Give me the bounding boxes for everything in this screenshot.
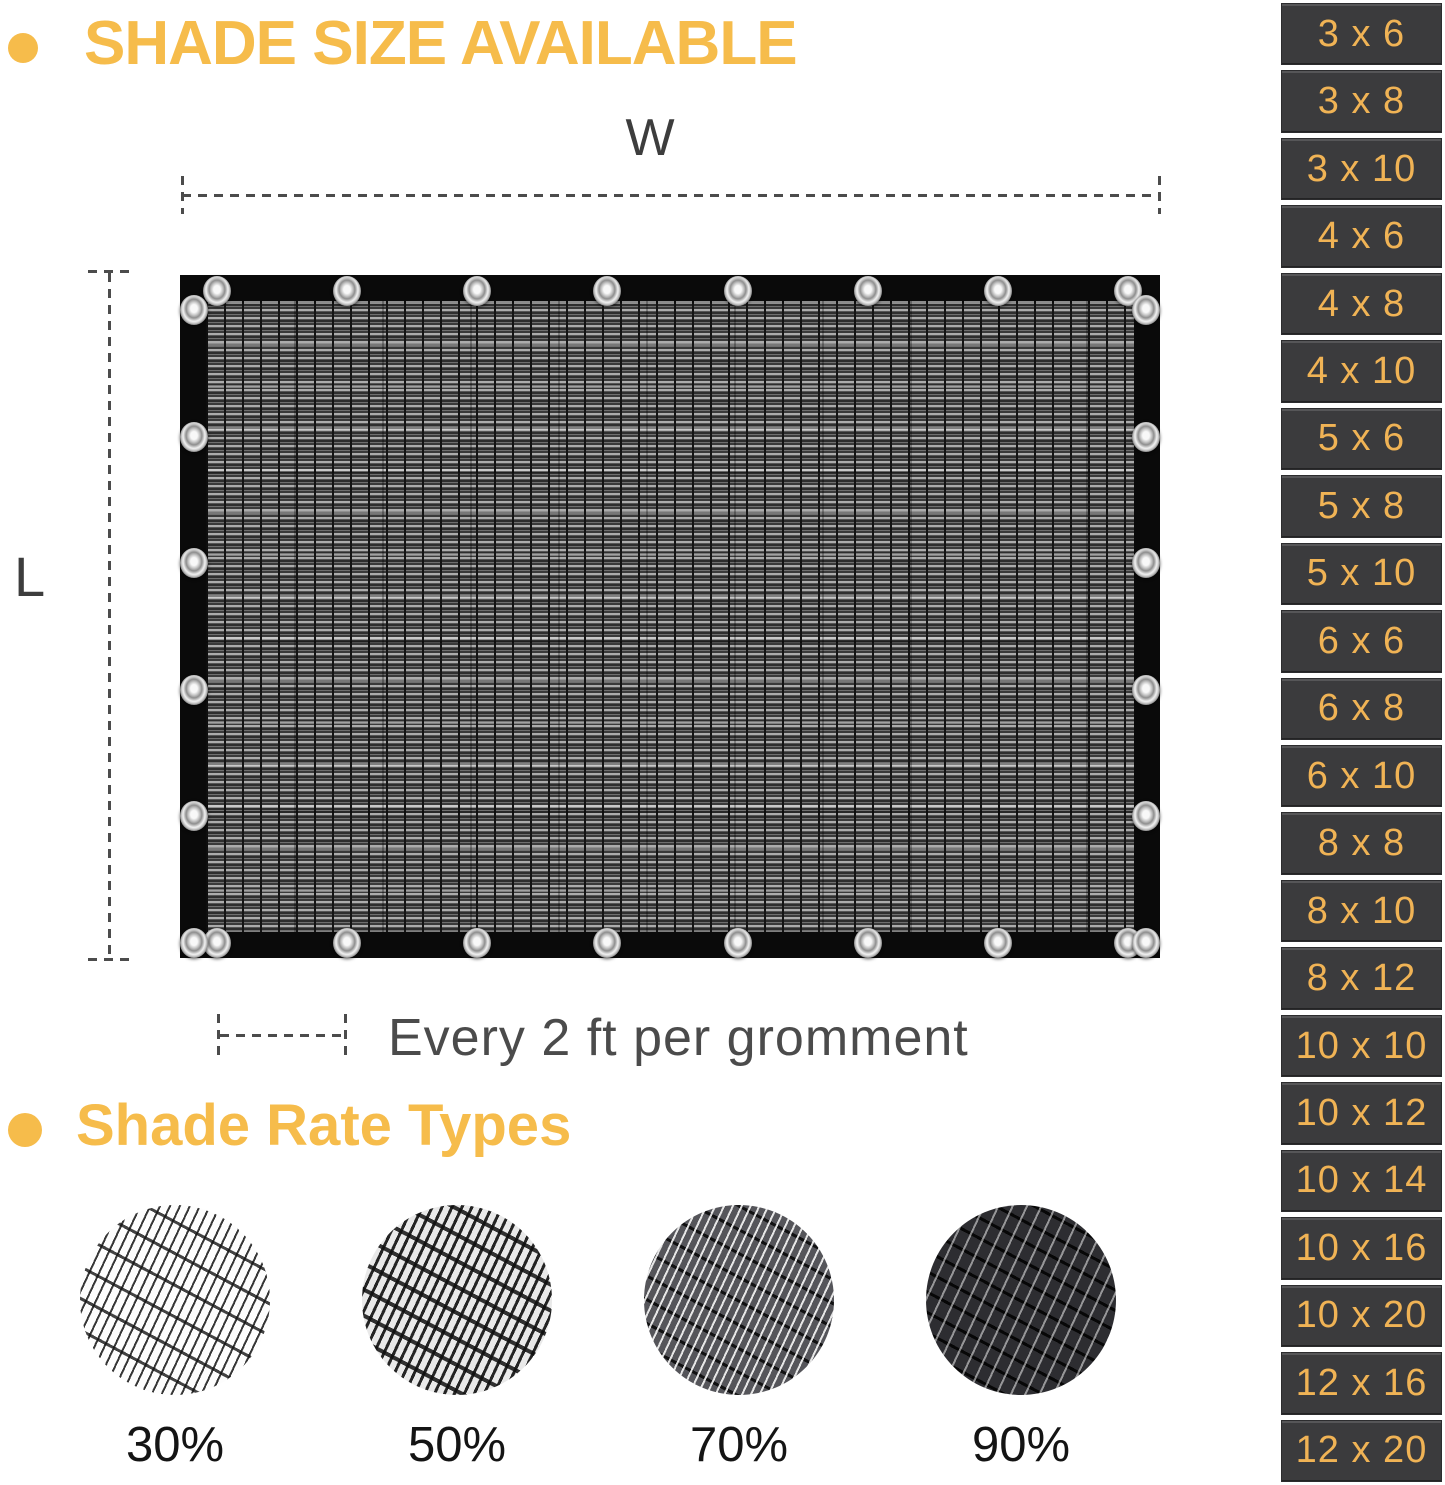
mesh-swatch-icon bbox=[362, 1205, 552, 1395]
size-available-title: SHADE SIZE AVAILABLE bbox=[84, 9, 797, 78]
length-dimension-line bbox=[108, 273, 111, 961]
dimension-tick-icon bbox=[181, 176, 184, 214]
bullet-icon bbox=[8, 1113, 42, 1147]
grommet-icon bbox=[180, 928, 208, 958]
size-chip: 10 x 16 bbox=[1281, 1217, 1442, 1279]
grommet-icon bbox=[1132, 295, 1160, 325]
shade-rate-sample bbox=[926, 1205, 1116, 1473]
size-chip: 3 x 10 bbox=[1281, 138, 1442, 200]
shade-rate-label: 70% bbox=[689, 1418, 789, 1472]
dimension-tick-icon bbox=[1158, 176, 1161, 214]
grommet-icon bbox=[180, 548, 208, 578]
size-chip: 5 x 8 bbox=[1281, 475, 1442, 537]
grommet-icon bbox=[854, 928, 882, 958]
grommet-icon bbox=[180, 422, 208, 452]
grommet-icon bbox=[180, 295, 208, 325]
grommet-icon bbox=[203, 276, 231, 306]
dimension-tick-icon bbox=[217, 1014, 220, 1056]
shade-rate-label: 90% bbox=[971, 1418, 1071, 1472]
size-chip: 8 x 8 bbox=[1281, 812, 1442, 874]
grommet-icon bbox=[854, 276, 882, 306]
grommet-icon bbox=[1132, 928, 1160, 958]
length-dimension-label: L bbox=[14, 545, 46, 608]
shade-net-mesh bbox=[206, 301, 1134, 932]
grommet-icon bbox=[463, 928, 491, 958]
bullet-icon bbox=[8, 33, 38, 63]
grommet-icon bbox=[984, 276, 1012, 306]
mesh-swatch-icon bbox=[926, 1205, 1116, 1395]
size-chip: 6 x 8 bbox=[1281, 678, 1442, 740]
width-dimension-line bbox=[182, 194, 1160, 197]
shade-rate-sample bbox=[644, 1205, 834, 1473]
size-chip: 10 x 12 bbox=[1281, 1082, 1442, 1144]
size-chip: 3 x 6 bbox=[1281, 3, 1442, 65]
grommet-icon bbox=[724, 276, 752, 306]
grommet-icon bbox=[1132, 675, 1160, 705]
size-chip: 12 x 16 bbox=[1281, 1352, 1442, 1414]
dimension-tick-icon bbox=[88, 270, 132, 273]
grommet-icon bbox=[1132, 548, 1160, 578]
shade-rate-label: 50% bbox=[407, 1418, 507, 1472]
grommet-icon bbox=[984, 928, 1012, 958]
shade-rate-label: 30% bbox=[125, 1418, 225, 1472]
size-chip: 10 x 14 bbox=[1281, 1150, 1442, 1212]
grommet-icon bbox=[1132, 801, 1160, 831]
grommet-spacing-note: Every 2 ft per gromment bbox=[388, 1009, 969, 1067]
width-dimension-label: W bbox=[625, 109, 675, 167]
mesh-swatch-icon bbox=[80, 1205, 270, 1395]
size-chip: 5 x 10 bbox=[1281, 543, 1442, 605]
dimension-tick-icon bbox=[344, 1014, 347, 1056]
size-chip: 4 x 6 bbox=[1281, 205, 1442, 267]
size-chip: 4 x 10 bbox=[1281, 340, 1442, 402]
size-chip: 10 x 20 bbox=[1281, 1285, 1442, 1347]
dimension-tick-icon bbox=[88, 958, 132, 961]
size-chip: 4 x 8 bbox=[1281, 273, 1442, 335]
mesh-swatch-icon bbox=[644, 1205, 834, 1395]
size-chip: 8 x 12 bbox=[1281, 947, 1442, 1009]
size-chip: 6 x 10 bbox=[1281, 745, 1442, 807]
size-chip: 10 x 10 bbox=[1281, 1015, 1442, 1077]
grommet-icon bbox=[593, 928, 621, 958]
size-chip: 6 x 6 bbox=[1281, 610, 1442, 672]
shade-rate-sample bbox=[80, 1205, 270, 1473]
grommet-icon bbox=[1132, 422, 1160, 452]
size-chip: 12 x 20 bbox=[1281, 1420, 1442, 1482]
shade-rate-title: Shade Rate Types bbox=[76, 1093, 572, 1158]
size-chip: 3 x 8 bbox=[1281, 70, 1442, 132]
grommet-icon bbox=[180, 675, 208, 705]
size-list bbox=[1281, 3, 1442, 1482]
size-chip: 8 x 10 bbox=[1281, 880, 1442, 942]
size-chip: 5 x 6 bbox=[1281, 408, 1442, 470]
grommet-icon bbox=[180, 801, 208, 831]
grommet-spacing-indicator bbox=[220, 1034, 344, 1037]
grommet-icon bbox=[333, 276, 361, 306]
grommet-icon bbox=[333, 928, 361, 958]
shade-rate-sample bbox=[362, 1205, 552, 1473]
grommet-icon bbox=[724, 928, 752, 958]
shade-net-illustration bbox=[180, 275, 1160, 958]
